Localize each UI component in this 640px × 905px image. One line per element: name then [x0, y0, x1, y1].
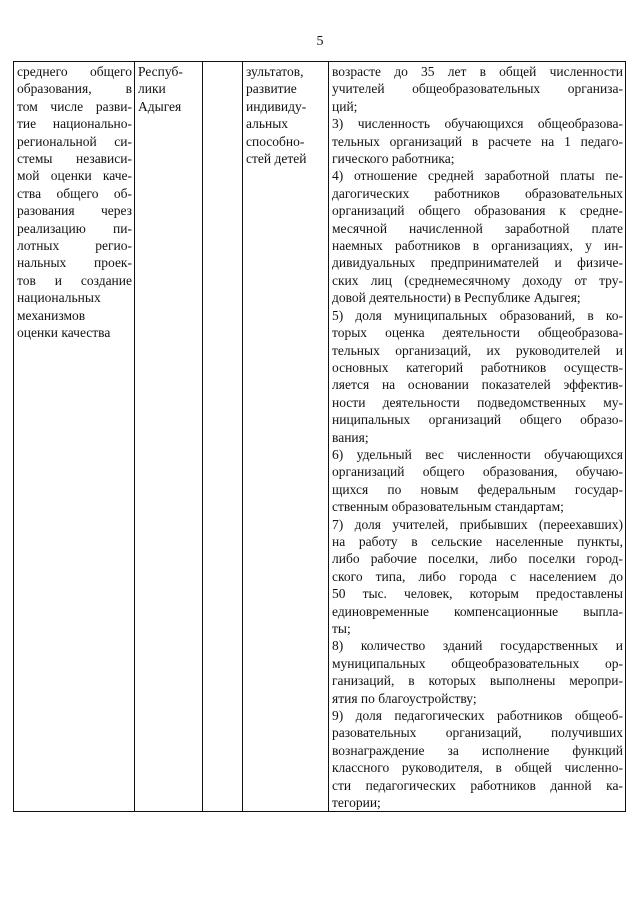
- result-cell: [243, 62, 329, 812]
- empty-cell: [203, 62, 243, 812]
- text-line: реализацию пи-: [17, 220, 132, 236]
- text-line: организаций общего образования к средне-: [332, 203, 623, 219]
- text-line: дивидуальных предпринимателей и физиче-: [332, 255, 623, 271]
- text-line: зультатов,: [246, 64, 304, 79]
- text-line: на работу в сельские населенные пункты,: [332, 533, 623, 549]
- text-line: 9) доля педагогических работников общеоб-: [332, 708, 623, 724]
- text-line: тов и создание: [17, 272, 132, 288]
- table-row: [14, 62, 626, 812]
- text-line: дагогических работников образовательных: [332, 185, 623, 201]
- text-line: муниципальных общеобразовательных ор-: [332, 655, 623, 671]
- text-line: том числе разви-: [17, 98, 132, 114]
- text-line: мой оценки каче-: [17, 168, 132, 184]
- text-line: тие национально-: [17, 116, 132, 132]
- text-line: 8) количество зданий государственных и: [332, 638, 623, 654]
- indicators-cell: [329, 62, 626, 812]
- text-line: стемы независи-: [17, 151, 132, 167]
- text-line: возрасте до 35 лет в общей численности: [332, 64, 623, 79]
- text-line: развитие: [246, 81, 297, 97]
- text-line: ности деятельности подведомственных му-: [332, 394, 623, 410]
- text-line: тегории;: [332, 795, 381, 811]
- text-line: ций;: [332, 98, 358, 114]
- text-line: организаций общего образования, обучаю-: [332, 464, 623, 480]
- text-line: основных категорий работников осуществ-: [332, 359, 623, 375]
- text-line: региональной си-: [17, 133, 132, 149]
- text-line: 5) доля муниципальных образований, в ко-: [332, 307, 623, 323]
- text-line: сти педагогических работников данной ка-: [332, 777, 623, 793]
- text-line: классного руководителя, в общей численно-: [332, 760, 623, 776]
- text-line: ниципальных организаций общего образо-: [332, 412, 623, 428]
- text-line: месячной начисленной заработной плате: [332, 220, 623, 236]
- text-line: либо рабочие поселки, либо поселки город-: [332, 551, 623, 567]
- text-line: единовременные компенсационные выпла-: [332, 603, 623, 619]
- text-line: гического работника;: [332, 151, 455, 167]
- text-line: лики: [138, 81, 166, 97]
- text-line: 7) доля учителей, прибывших (переехавших): [332, 516, 623, 532]
- text-line: способно-: [246, 133, 305, 149]
- text-line: учителей общеобразовательных организа-: [332, 81, 623, 97]
- text-line: стей детей: [246, 151, 307, 167]
- text-line: образования, в: [17, 81, 132, 97]
- text-line: ственным образовательным стандартам;: [332, 499, 564, 515]
- text-line: ских лиц (среднемесячному доходу от тру-: [332, 272, 623, 288]
- text-line: торых оценка деятельности общеобразова-: [332, 325, 623, 341]
- text-line: механизмов: [17, 307, 86, 323]
- text-line: наемных работников в организациях, у ин-: [332, 238, 623, 254]
- text-line: вания;: [332, 429, 369, 445]
- indicators-table: [13, 61, 626, 812]
- text-line: 3) численность обучающихся общеобразова-: [332, 116, 623, 132]
- text-line: 4) отношение средней заработной платы пе-: [332, 168, 623, 184]
- text-line: ты;: [332, 621, 351, 636]
- text-line: Респуб-: [138, 64, 183, 79]
- text-line: среднего общего: [17, 64, 132, 79]
- text-line: щихся по новым федеральным государ-: [332, 481, 623, 497]
- text-line: тельных организаций, их руководителей и: [332, 342, 623, 358]
- text-line: лотных регио-: [17, 238, 132, 254]
- text-line: Адыгея: [138, 98, 182, 114]
- goal-cell: [14, 62, 135, 812]
- text-line: нальных проек-: [17, 255, 132, 271]
- text-line: ства общего об-: [17, 185, 132, 201]
- text-line: ского типа, либо города с населением до: [332, 568, 623, 584]
- text-line: ятия по благоустройству;: [332, 690, 477, 706]
- region-cell: [135, 62, 203, 812]
- text-line: тельных организаций в расчете на 1 педаго-: [332, 133, 623, 149]
- text-line: ляется на основании показателей эффектив-: [332, 377, 623, 393]
- text-line: разовательных организаций, получивших: [332, 725, 623, 741]
- text-line: довой деятельности) в Республике Адыгея;: [332, 290, 581, 306]
- text-line: национальных: [17, 290, 101, 306]
- text-line: альных: [246, 116, 289, 132]
- text-line: оценки качества: [17, 325, 111, 341]
- text-line: разования через: [17, 203, 132, 219]
- text-line: 50 тыс. человек, которым предоставлены: [332, 586, 623, 602]
- text-line: ганизаций, в которых выполнены меропри-: [332, 673, 623, 689]
- text-line: вознаграждение за исполнение функций: [332, 742, 623, 758]
- page-number: 5: [316, 34, 324, 49]
- text-line: 6) удельный вес численности обучающихся: [332, 446, 623, 462]
- text-line: индивиду-: [246, 98, 307, 114]
